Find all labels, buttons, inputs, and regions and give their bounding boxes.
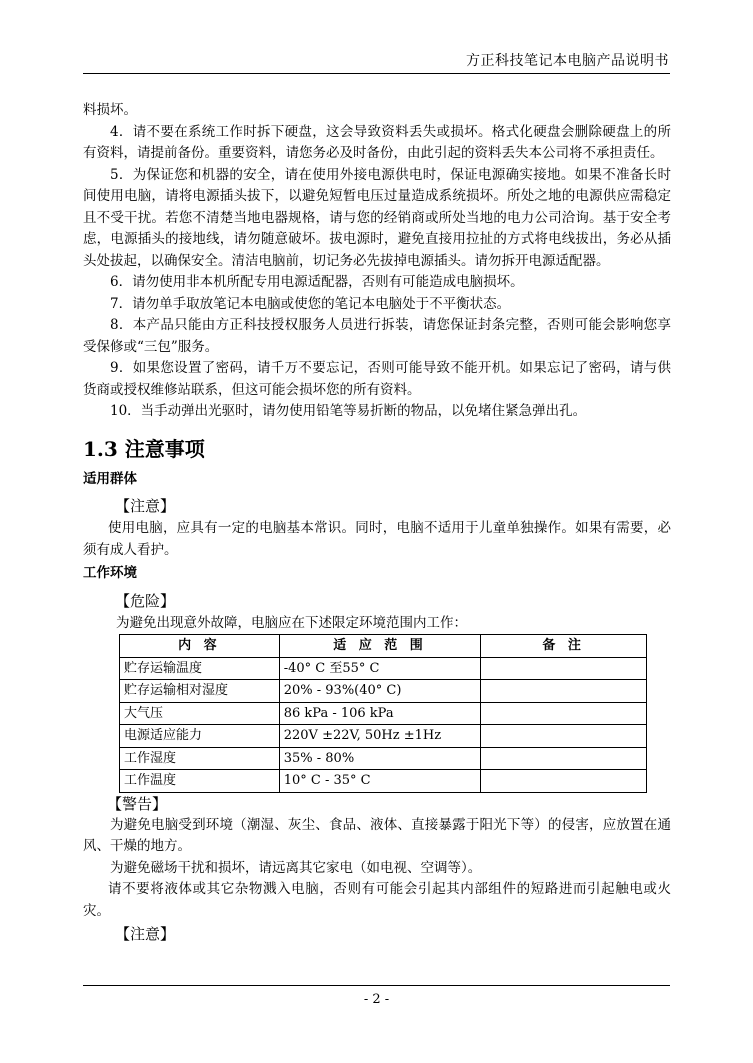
paragraph-continuation: 料损坏。 <box>83 102 137 118</box>
paragraph-item-5: 5．为保证您和机器的安全，请在使用外接电源供电时，保证电源确实接地。如果不准备长时间使用电脑，请将电源插头拔下，以避免短暂电压过量造成系统损坏。所处之地的电源供应需稳定且不受干扰。若您不清楚当地电器规格，请与您的经销商或所处当地的电力公司洽询。基于安全考虑，电源插头的接地线，请勿随意破坏。拔电源时，避免直接用拉扯的方式将电线拔出，务必从插头处拔起，以确保安全。清洁电脑前，切记务必先拔掉电源插头。请勿拆开电源适配器。 <box>83 166 671 269</box>
table-cell <box>481 702 647 725</box>
section-title: 1.3 注意事项 <box>83 436 205 461</box>
table-cell: -40° C 至55° C <box>279 657 481 680</box>
table-row <box>120 747 647 770</box>
header-title: 方正科技笔记本电脑产品说明书 <box>466 53 669 69</box>
paragraph-item-9: 9．如果您设置了密码，请千万不要忘记，否则可能导致不能开机。如果忘记了密码，请与供货商或授权维修站联系，但这可能会损坏您的所有资料。 <box>83 360 671 398</box>
danger-label: 【危险】 <box>115 591 176 610</box>
table-row <box>120 702 647 725</box>
table-cell: 35% - 80% <box>279 747 481 770</box>
danger-text: 为避免出现意外故障，电脑应在下述限定环境范围内工作： <box>116 614 467 631</box>
table-cell: 220V ±22V, 50Hz ±1Hz <box>279 725 481 748</box>
table-cell: 20% - 93%(40° C) <box>279 680 481 703</box>
warning-text-3: 请不要将液体或其它杂物溅入电脑，否则有可能会引起其内部组件的短路进而引起触电或火灾。 <box>83 881 671 919</box>
page-content <box>83 100 671 946</box>
table-header-cell: 备 注 <box>481 635 647 658</box>
paragraph-item-7: 7．请勿单手取放笔记本电脑或使您的笔记本电脑处于不平衡状态。 <box>110 295 511 312</box>
footer-rule <box>83 985 670 986</box>
table-row <box>120 770 647 793</box>
warning-text-1: 为避免电脑受到环境（潮湿、灰尘、食品、液体、直接暴露于阳光下等）的侵害，应放置在通风、干燥的地方。 <box>83 816 671 854</box>
paragraph-item-10: 10．当手动弹出光驱时，请勿使用铅笔等易折断的物品，以免堵住紧急弹出孔。 <box>110 403 587 419</box>
table-row <box>120 680 647 703</box>
table-cell <box>481 657 647 680</box>
note-label-2: 【注意】 <box>115 925 176 943</box>
paragraph-item-6: 6．请勿使用非本机所配专用电源适配器，否则有可能造成电脑损坏。 <box>110 274 524 290</box>
table-cell: 大气压 <box>120 702 280 725</box>
table-cell: 电源适应能力 <box>120 725 280 748</box>
environment-table <box>119 634 647 793</box>
table-row <box>120 657 647 680</box>
table-cell: 工作湿度 <box>120 747 280 770</box>
subheading-work-environment: 工作环境 <box>83 565 137 581</box>
table-cell <box>481 770 647 793</box>
table-cell: 86 kPa - 106 kPa <box>279 702 481 725</box>
subheading-target-group: 适用群体 <box>83 470 137 487</box>
table-cell: 10° C - 35° C <box>279 770 481 793</box>
table-cell <box>481 747 647 770</box>
table-cell: 贮存运输温度 <box>120 657 280 680</box>
table-cell: 贮存运输相对湿度 <box>120 680 280 703</box>
header-rule <box>83 73 670 74</box>
warning-label: 【警告】 <box>107 794 168 813</box>
table-cell: 工作温度 <box>120 770 280 793</box>
table-header-cell: 适 应 范 围 <box>279 635 481 658</box>
paragraph-item-4: 4．请不要在系统工作时拆下硬盘，这会导致资料丢失或损坏。格式化硬盘会删除硬盘上的所有资料，请提前备份。重要资料，请您务必及时备份，由此引起的资料丢失本公司将不承担责任。 <box>83 123 671 161</box>
table-cell <box>481 680 647 703</box>
table-header-cell: 内 容 <box>120 635 280 658</box>
warning-text-2: 为避免磁场干扰和损坏，请远离其它家电（如电视、空调等）。 <box>110 859 482 876</box>
page-number: - 2 - <box>363 992 390 1007</box>
paragraph-item-8: 8．本产品只能由方正科技授权服务人员进行拆装，请您保证封条完整，否则可能会影响您享受保修或“三包”服务。 <box>83 317 671 355</box>
table-header-row <box>120 635 647 658</box>
table-cell <box>481 725 647 748</box>
note-text: 使用电脑，应具有一定的电脑基本常识。同时，电脑不适用于儿童单独操作。如果有需要，必须有成人看护。 <box>83 520 671 558</box>
note-label: 【注意】 <box>115 497 176 515</box>
table-row <box>120 725 647 748</box>
